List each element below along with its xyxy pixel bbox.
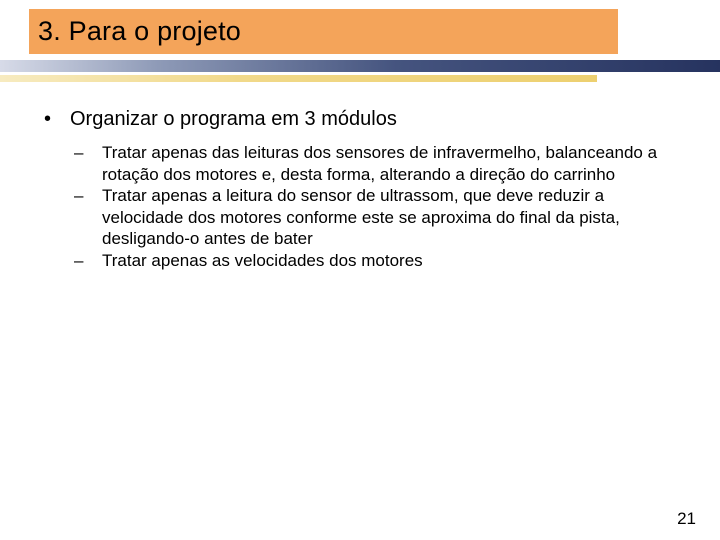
sub-bullet-text: Tratar apenas as velocidades dos motores bbox=[102, 250, 423, 270]
sub-bullet-item bbox=[74, 250, 684, 272]
dash-marker: – bbox=[74, 143, 84, 162]
dash-marker: – bbox=[74, 186, 84, 205]
bullet-marker: • bbox=[44, 108, 52, 130]
slide-title: 3. Para o projeto bbox=[38, 16, 242, 46]
sub-bullet-text: Tratar apenas a leitura do sensor de ultrassom, que deve reduzir a velocidade dos motores conforme este se aproxima do final da pista, desligando-o antes de bater bbox=[102, 186, 620, 248]
dash-marker: – bbox=[74, 250, 84, 270]
header-rule-gold bbox=[0, 75, 597, 82]
sub-bullet-text: Tratar apenas das leituras dos sensores de infravermelho, balanceando a rotação dos motores e, desta forma, alterando a direção do carrinho bbox=[102, 143, 658, 184]
bullet-item bbox=[44, 106, 684, 132]
slide-content bbox=[44, 106, 684, 271]
sub-bullet-item bbox=[74, 142, 684, 185]
header-rule-navy bbox=[0, 60, 720, 72]
page-number: 21 bbox=[677, 509, 696, 528]
slide-title-box bbox=[29, 9, 618, 54]
sub-bullet-list bbox=[74, 142, 684, 271]
sub-bullet-item bbox=[74, 185, 684, 250]
bullet-text: Organizar o programa em 3 módulos bbox=[70, 108, 397, 130]
